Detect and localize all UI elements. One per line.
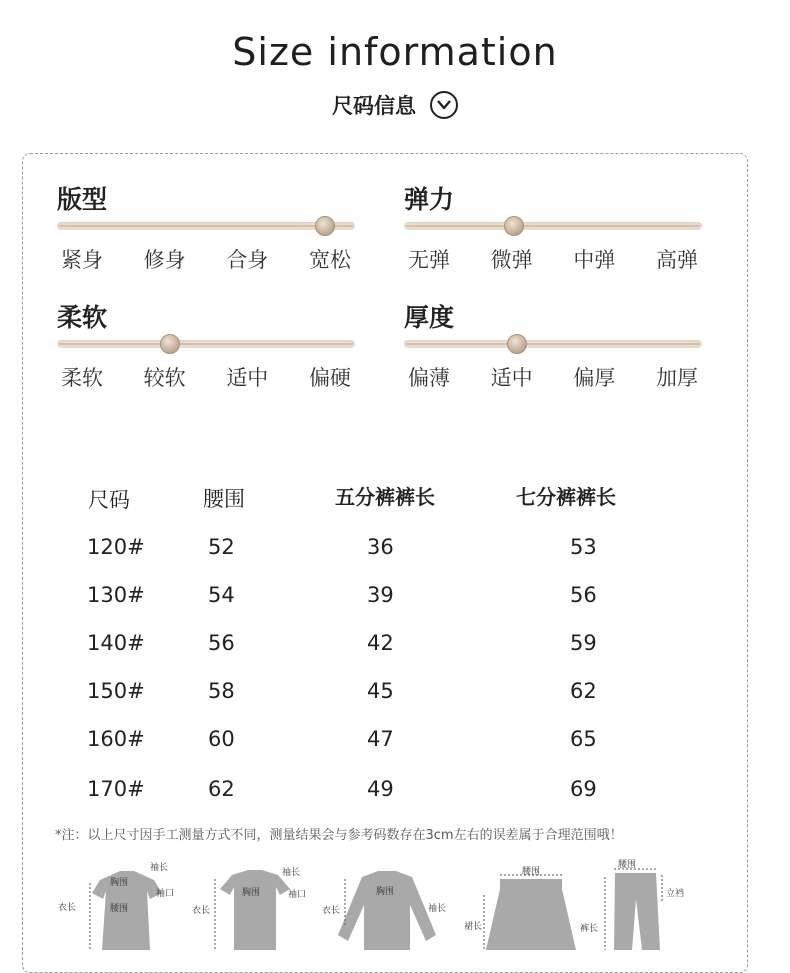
page-title: Size information: [232, 30, 558, 74]
level-label: 修身: [143, 248, 186, 272]
table-cell: 58: [208, 679, 235, 703]
attribute-thumb: [160, 334, 180, 354]
table-cell: 59: [570, 631, 597, 655]
table-cell: 69: [570, 777, 597, 801]
table-cell: 39: [367, 583, 394, 607]
attribute-track: [404, 222, 702, 230]
attribute-thumb: [504, 216, 524, 236]
table-cell: 49: [367, 777, 394, 801]
label-chest: 胸围: [242, 888, 261, 898]
table-cell: 120#: [87, 535, 145, 559]
measurement-note: *注：以上尺寸因手工测量方式不同，测量结果会与参考码数存在3cm左右的误差属于合理范围哦！: [55, 828, 623, 843]
level-label: 适中: [490, 366, 533, 390]
label-cuff: 袖口: [288, 890, 307, 900]
label-sleeve-length: 袖长: [150, 863, 169, 873]
header-waist: 腰围: [203, 487, 245, 511]
level-label: 合身: [226, 248, 269, 272]
level-label: 偏厚: [573, 366, 616, 390]
attribute-name: 柔软: [57, 303, 108, 332]
table-cell: 47: [367, 727, 394, 751]
level-label: 宽松: [308, 248, 351, 272]
level-label: 适中: [226, 366, 269, 390]
attribute-name: 厚度: [404, 303, 455, 332]
level-label: 无弹: [408, 248, 450, 272]
table-cell: 140#: [87, 631, 145, 655]
label-body-length: 衣长: [192, 906, 211, 916]
level-label: 较软: [143, 366, 186, 390]
label-waist: 腰围: [110, 904, 129, 914]
table-cell: 53: [570, 535, 597, 559]
table-cell: 62: [570, 679, 597, 703]
table-cell: 170#: [87, 777, 145, 801]
attribute-track: [57, 340, 355, 348]
table-cell: 62: [208, 777, 235, 801]
label-sleeve-length: 袖长: [428, 904, 447, 914]
label-chest: 胸围: [110, 878, 129, 888]
table-cell: 45: [367, 679, 394, 703]
label-body-length: 衣长: [58, 903, 77, 913]
label-skirt-length: 裙长: [464, 922, 483, 932]
attribute-fit: [57, 180, 355, 274]
label-body-length: 衣长: [322, 906, 341, 916]
attribute-thickness: [404, 298, 702, 392]
level-label: 柔软: [61, 366, 103, 390]
table-cell: 52: [208, 535, 235, 559]
attribute-track: [404, 340, 702, 348]
subtitle-row: [0, 90, 790, 120]
table-cell: 65: [570, 727, 597, 751]
table-cell: 42: [367, 631, 394, 655]
attribute-softness: [57, 298, 355, 392]
level-label: 偏薄: [408, 366, 450, 390]
attribute-name: 版型: [57, 185, 108, 214]
table-cell: 130#: [87, 583, 145, 607]
label-rise: 立裆: [666, 889, 685, 899]
table-cell: 54: [208, 583, 235, 607]
table-cell: 56: [570, 583, 597, 607]
size-info-card: [22, 153, 748, 973]
level-label: 高弹: [655, 248, 698, 272]
table-cell: 36: [367, 535, 394, 559]
header-size: 尺码: [88, 488, 130, 512]
level-label: 紧身: [61, 248, 103, 272]
label-chest: 胸围: [376, 887, 395, 897]
table-cell: 150#: [87, 679, 145, 703]
attribute-name: 弹力: [404, 185, 455, 214]
label-sleeve-length: 袖长: [282, 868, 301, 878]
header-shorts-length: 五分裤裤长: [335, 485, 435, 509]
label-waist: 腰围: [618, 860, 637, 870]
chevron-down-circle-icon[interactable]: [430, 91, 458, 119]
chevron-down-icon: [437, 100, 451, 110]
level-label: 中弹: [573, 248, 616, 272]
level-label: 微弹: [490, 248, 533, 272]
attribute-elasticity: [404, 180, 702, 274]
label-waist: 腰围: [522, 867, 541, 877]
subtitle: 尺码信息: [332, 94, 416, 118]
label-pants-length: 裤长: [580, 924, 599, 934]
level-label: 偏硬: [308, 366, 351, 390]
table-cell: 60: [208, 727, 235, 751]
garment-diagrams: [50, 855, 750, 950]
header-capri-length: 七分裤裤长: [516, 485, 616, 509]
table-cell: 160#: [87, 727, 145, 751]
label-cuff: 袖口: [156, 889, 175, 899]
attribute-thumb: [315, 216, 335, 236]
attribute-track: [57, 222, 355, 230]
table-cell: 56: [208, 631, 235, 655]
attribute-thumb: [507, 334, 527, 354]
level-label: 加厚: [655, 366, 698, 390]
